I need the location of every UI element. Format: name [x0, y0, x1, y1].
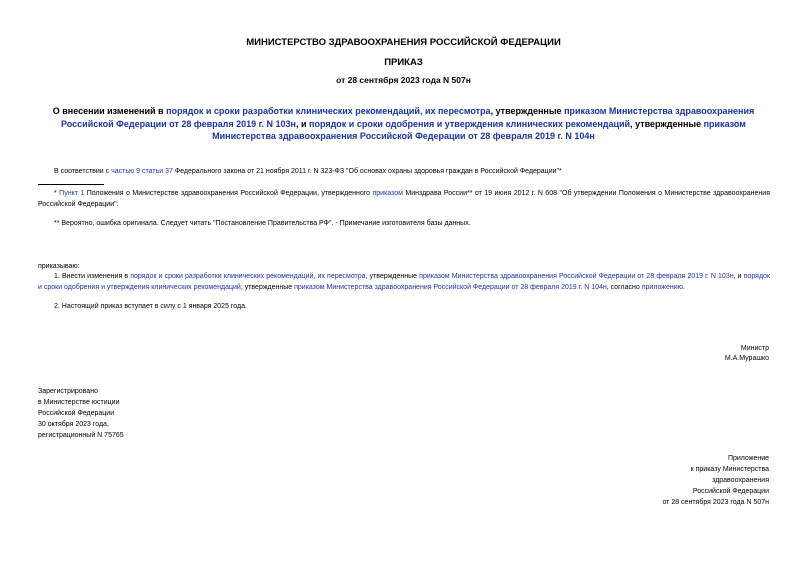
footnote-link-order[interactable]: приказом	[372, 190, 403, 197]
item-text: .	[682, 284, 685, 291]
title-link-procedure-development[interactable]: порядок и сроки разработки клинических рекомендаций, их пересмотра	[166, 106, 491, 116]
appendix-line: Приложение	[727, 455, 769, 462]
title-text: О внесении изменений в	[52, 106, 167, 116]
item1-link-procedure-development[interactable]: порядок и сроки разработки клинических рекомендаций, их пересмотра	[130, 273, 366, 280]
document-title	[30, 105, 777, 143]
item-text: , согласно	[606, 284, 642, 291]
footnote-separator	[38, 184, 104, 185]
item-text: , утвержденные	[240, 284, 295, 291]
registration-line: Зарегистрировано	[38, 388, 98, 395]
preamble	[54, 166, 774, 177]
footnote-text: Минздрава России** от 19 июня 2012 г. N 608 "Об утверждении Положения о Министерстве здравоохранения Российской Федерации".	[38, 190, 770, 208]
order-item-2: 2. Настоящий приказ вступает в силу с 1 января 2025 года.	[54, 303, 247, 310]
title-text: , и	[295, 118, 310, 129]
document-date-number: от 28 сентября 2023 года N 507н	[336, 75, 471, 85]
appendix-block	[540, 453, 769, 508]
item1-link-order-103n[interactable]: приказом Министерства здравоохранения Российской Федерации от 28 февраля 2019 г. N 103н	[419, 273, 734, 280]
appendix-line: здравоохранения	[712, 477, 769, 484]
preamble-link-article-37[interactable]: частью 9 статьи 37	[111, 168, 173, 175]
footnote-link-point-1[interactable]: Пункт 1	[59, 190, 85, 197]
item1-link-appendix[interactable]: приложению	[641, 284, 683, 291]
footnote-2: ** Вероятно, ошибка оригинала. Следует читать "Постановление Правительства РФ". - Примечание изготовителя базы данных.	[54, 220, 471, 227]
title-link-procedure-approval[interactable]: порядок и сроки одобрения и утверждения клинических рекомендаций	[309, 118, 631, 129]
appendix-line: от 28 сентября 2023 года N 507н	[662, 499, 769, 506]
document-type: ПРИКАЗ	[384, 57, 423, 68]
title-text: , утвержденные	[630, 118, 704, 129]
registration-line: 30 октября 2023 года,	[38, 421, 109, 428]
registration-line: Российской Федерации	[38, 410, 115, 417]
item-text: 1. Внести изменения в	[54, 273, 131, 280]
registration-block	[38, 386, 338, 441]
footnote-1	[38, 188, 770, 210]
title-link-order-104n[interactable]: приказом Министерства здравоохранения Российской Федерации от 28 февраля 2019 г. N 104н	[212, 118, 746, 141]
footnote-text: Положения о Министерстве здравоохранения Российской Федерации, утвержденного	[84, 190, 373, 197]
order-word: приказываю:	[38, 263, 80, 270]
footnote-text: *	[54, 190, 60, 197]
item-text: , и	[733, 273, 744, 280]
order-item-1	[38, 271, 770, 293]
registration-line: регистрационный N 75765	[38, 432, 124, 439]
appendix-line: к приказу Министерства	[690, 466, 769, 473]
title-text: , утвержденные	[490, 106, 565, 116]
signature-name: М.А.Мурашко	[724, 355, 769, 362]
ministry-title: МИНИСТЕРСТВО ЗДРАВООХРАНЕНИЯ РОССИЙСКОЙ ФЕДЕРАЦИИ	[246, 37, 561, 48]
item1-link-procedure-approval[interactable]: порядок и сроки одобрения и утверждения клинических рекомендаций	[38, 273, 771, 291]
item1-link-order-104n[interactable]: приказом Министерства здравоохранения Российской Федерации от 28 февраля 2019 г. N 104н	[294, 284, 607, 291]
title-link-order-103n[interactable]: приказом Министерства здравоохранения Российской Федерации от 28 февраля 2019 г. N 103н	[61, 106, 755, 129]
signature-position: Министр	[740, 345, 769, 352]
item-text: , утвержденные	[365, 273, 420, 280]
preamble-text: Федерального закона от 21 ноября 2011 г. N 323-ФЗ "Об основах охраны здоровья граждан в Российской Федерации"*	[172, 168, 562, 175]
appendix-line: Российской Федерации	[692, 488, 769, 495]
registration-line: в Министерстве юстиции	[38, 399, 120, 406]
preamble-text: В соответствии с	[54, 168, 112, 175]
